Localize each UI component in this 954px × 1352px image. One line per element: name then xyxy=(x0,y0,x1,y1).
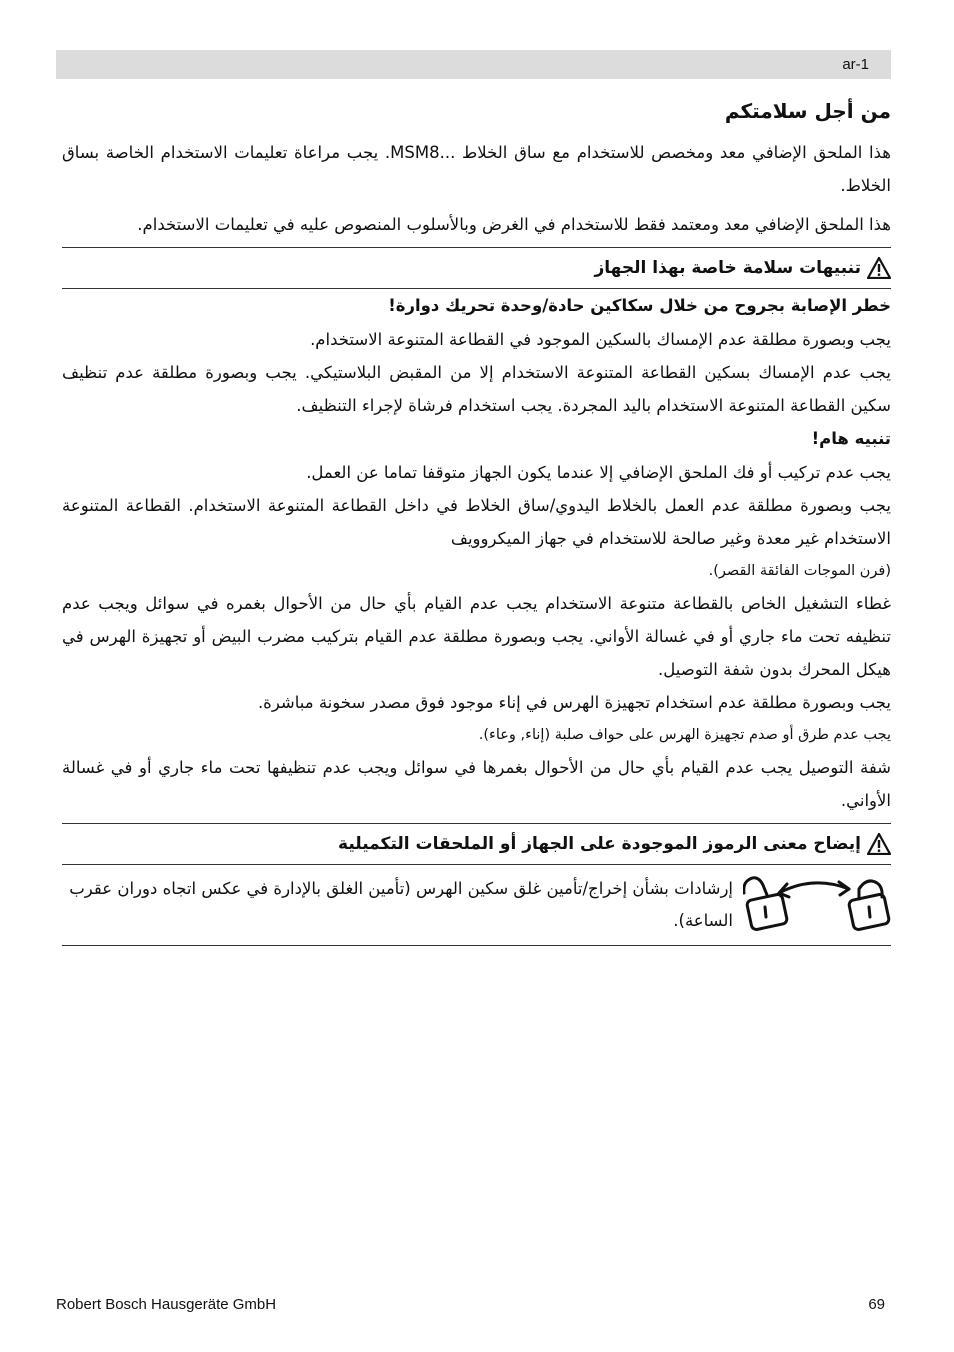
lock-symbol-description: إرشادات بشأن إخراج/تأمين غلق سكين الهرس (تأمين الغلق بالإدارة في عكس اتجاه دوران عقرب الساعة). xyxy=(69,879,733,930)
footer-company: Robert Bosch Hausgeräte GmbH xyxy=(56,1296,277,1313)
important-paragraph-5: يجب عدم طرق أو صدم تجهيزة الهرس على حواف صلبة (إناء, وعاء). xyxy=(478,727,891,743)
danger-paragraph-2: يجب عدم الإمساك بسكين القطاعة المتنوعة الاستخدام إلا من المقبض البلاستيكي. يجب وبصورة مطلقة عدم تنظيف سكين القطاعة المتنوعة الاستخدام باليد المجردة. يجب استخدام فرشاة لإجراء التنظيف. xyxy=(62,363,891,415)
safety-section-heading xyxy=(62,247,891,289)
important-paragraph-6: شفة التوصيل يجب عدم القيام بأي حال من الأحوال بغمرها في سوائل ويجب عدم تنظيفها تحت ماء جاري أو في غسالة الأواني. xyxy=(62,758,891,810)
symbols-section-heading xyxy=(62,823,891,865)
important-paragraph-4: يجب وبصورة مطلقة عدم استخدام تجهيزة الهرس في إناء موجود فوق مصدر سخونة مباشرة. xyxy=(257,693,891,712)
intro-paragraph-2: هذا الملحق الإضافي معد ومعتمد فقط للاستخدام في الغرض وبالأسلوب المنصوص عليه في تعليمات الاستخدام. xyxy=(137,215,891,234)
lock-unlock-symbol-icon xyxy=(743,873,891,931)
page-content xyxy=(62,94,891,946)
page-title: من أجل سلامتكم xyxy=(724,99,891,123)
header-bar xyxy=(56,50,891,79)
danger-title: خطر الإصابة بجروح من خلال سكاكين حادة/وحدة تحريك دوارة! xyxy=(388,296,891,315)
safety-heading-text: تنبيهات سلامة خاصة بهذا الجهاز xyxy=(594,258,861,278)
warning-triangle-icon xyxy=(867,257,891,279)
lock-symbol-row xyxy=(62,865,891,946)
important-paragraph-1: يجب عدم تركيب أو فك الملحق الإضافي إلا عندما يكون الجهاز متوقفا تماما عن العمل. xyxy=(306,463,891,482)
intro-paragraph-1: هذا الملحق الإضافي معد ومخصص للاستخدام مع ساق الخلاط ...MSM8. يجب مراعاة تعليمات الاستخدام الخاصة بساق الخلاط. xyxy=(62,143,892,195)
symbols-heading-text: إيضاح معنى الرموز الموجودة على الجهاز أو الملحقات التكميلية xyxy=(338,834,861,854)
important-paragraph-2-note: (فرن الموجات الفائقة القصر). xyxy=(708,563,891,579)
footer-page-number: 69 xyxy=(868,1296,885,1313)
warning-triangle-icon xyxy=(867,833,891,855)
danger-paragraph-1: يجب وبصورة مطلقة عدم الإمساك بالسكين الموجود في القطاعة المتنوعة الاستخدام. xyxy=(310,330,891,349)
important-paragraph-2: يجب وبصورة مطلقة عدم العمل بالخلاط اليدوي/ساق الخلاط في داخل القطاعة المتنوعة الاستخدام. القطاعة المتنوعة الاستخدام غير معدة وغير صالحة للاستخدام في جهاز الميكروويف xyxy=(62,496,891,548)
important-paragraph-3: غطاء التشغيل الخاص بالقطاعة متنوعة الاستخدام يجب عدم القيام بأي حال من الأحوال بغمره في سوائل ويجب عدم تنظيفه تحت ماء جاري أو في غسالة الأواني. يجب وبصورة مطلقة عدم القيام بتركيب مضرب البيض أو تجهيزة الهرس في هيكل المحرك بدون شفة التوصيل. xyxy=(62,594,891,679)
language-code: ar-1 xyxy=(842,56,869,73)
important-title: تنبيه هام! xyxy=(811,429,891,448)
